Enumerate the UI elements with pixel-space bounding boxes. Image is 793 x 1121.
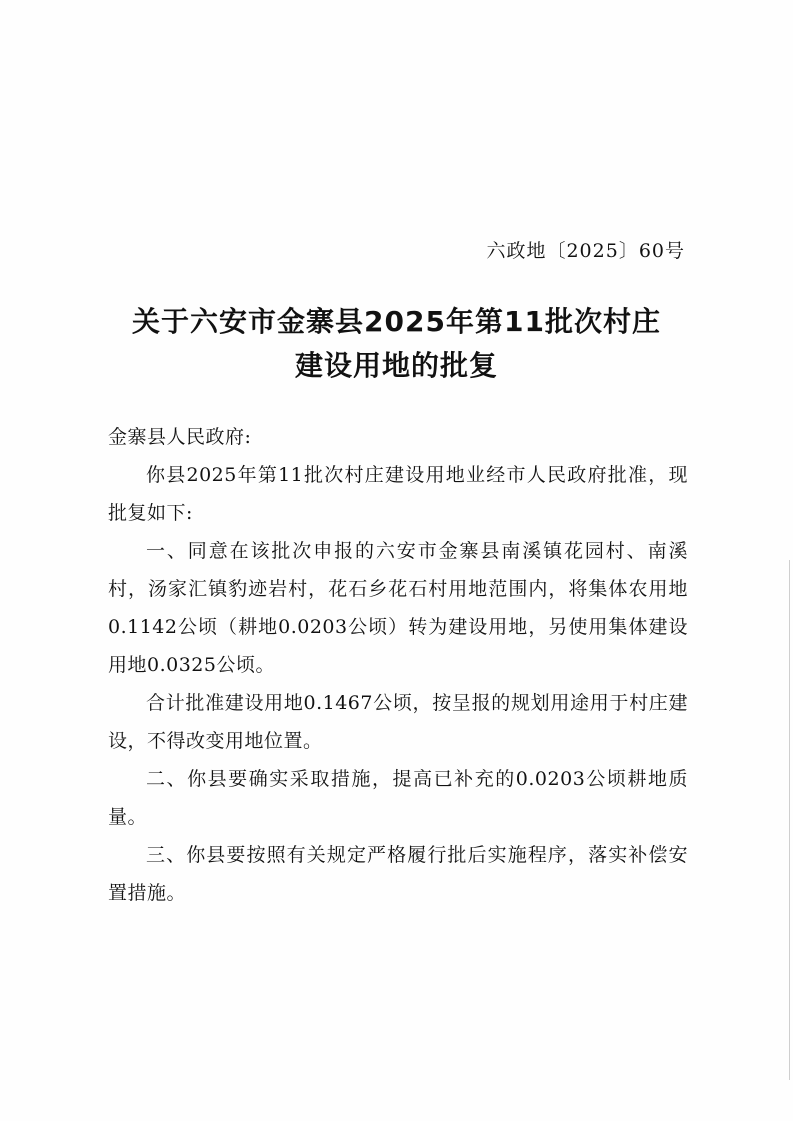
paragraph-farmland-quality: 二、你县要确实采取措施，提高已补充的0.0203公顷耕地质量。 xyxy=(108,768,688,828)
document-number: 六政地〔2025〕60号 xyxy=(486,240,685,262)
paragraph-total: 合计批准建设用地0.1467公顷，按呈报的规划用途用于村庄建设，不得改变用地位置。 xyxy=(108,692,688,752)
paragraph-implementation: 三、你县要按照有关规定严格履行批后实施程序，落实补偿安置措施。 xyxy=(108,844,688,904)
title-line-1: 关于六安市金寨县2025年第11批次村庄 xyxy=(132,305,661,338)
title-line-2: 建设用地的批复 xyxy=(294,349,498,382)
salutation: 金寨县人民政府: xyxy=(108,426,252,448)
paragraph-approval: 一、同意在该批次申报的六安市金寨县南溪镇花园村、南溪村，汤家汇镇豹迹岩村，花石乡花石村用地范围内，将集体农用地0.1142公顷（耕地0.0203公顷）转为建设用地，另使用集体建设用地0.0325公顷。 xyxy=(108,540,688,676)
scan-edge-line xyxy=(789,560,790,1080)
document-title xyxy=(0,300,793,388)
document-body xyxy=(108,418,688,912)
paragraph-intro: 你县2025年第11批次村庄建设用地业经市人民政府批准，现批复如下: xyxy=(108,464,688,524)
